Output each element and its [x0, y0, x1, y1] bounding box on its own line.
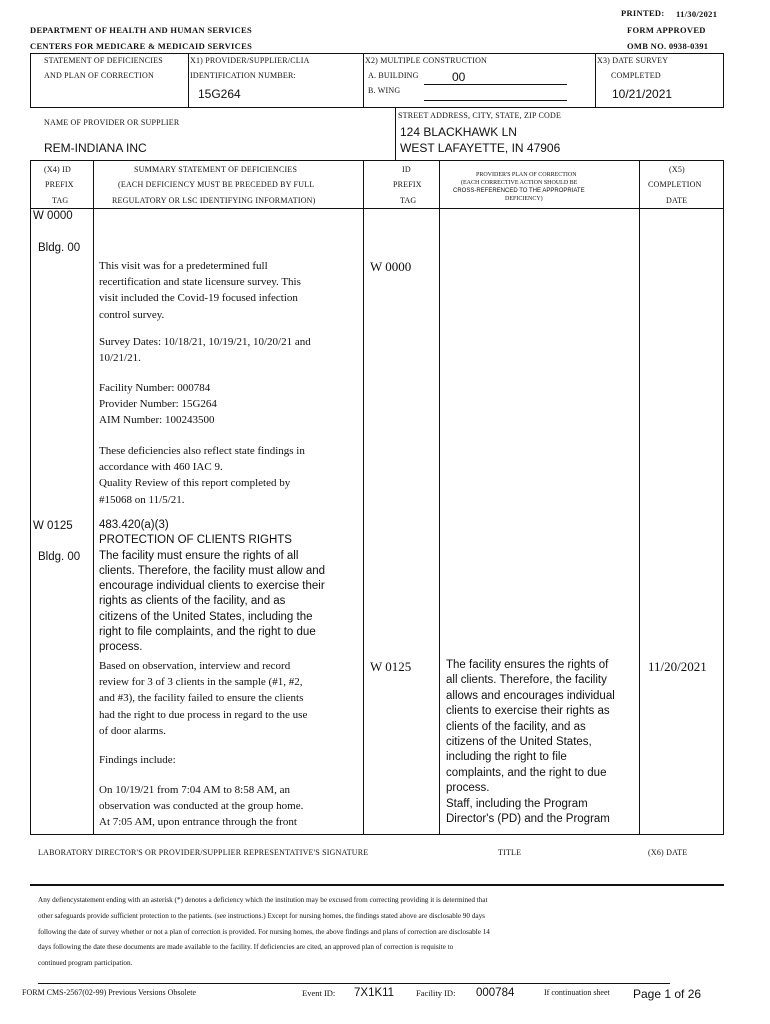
statement-label: STATEMENT OF DEFICIENCIES [44, 56, 163, 65]
form-label: FORM CMS-2567(02-99) Previous Versions Obsolete [22, 988, 197, 997]
text-line: clients of the facility, and as [446, 720, 586, 733]
regulation-paragraph [99, 518, 325, 656]
text-line: PROTECTION OF CLIENTS RIGHTS [99, 534, 292, 547]
text-line: Director's (PD) and the Program [446, 813, 610, 826]
rule [439, 160, 440, 835]
tag-w0000: W 0000 [33, 210, 73, 222]
text-line: #15068 on 11/5/21. [99, 493, 185, 506]
survey-intro-paragraph [99, 258, 301, 323]
rule [30, 160, 724, 161]
tag-w0125: W 0125 [33, 520, 73, 532]
plan-of-correction-text [446, 658, 615, 827]
signature-label: LABORATORY DIRECTOR'S OR PROVIDER/SUPPLIER REPRESENTATIVE'S SIGNATURE [38, 848, 369, 857]
text-line: The facility must ensure the rights of all [99, 549, 299, 562]
text-line: This visit was for a predetermined full [99, 260, 268, 272]
state-findings-paragraph [99, 443, 305, 508]
provider-id-label-2: IDENTIFICATION NUMBER: [190, 71, 296, 80]
text-line: rights as clients of the facility, and as [99, 595, 286, 608]
address-label: STREET ADDRESS, CITY, STATE, ZIP CODE [398, 111, 562, 120]
rule [93, 160, 94, 835]
date-survey-value: 10/21/2021 [612, 87, 673, 101]
text-line: visit included the Covid-19 focused infection [99, 292, 298, 305]
x4-label-2: PREFIX [45, 180, 74, 189]
text-line: Staff, including the Program [446, 797, 588, 810]
x5-label: (X5) [669, 165, 685, 174]
text-line: The facility ensures the rights of [446, 659, 609, 671]
text-line: AIM Number: 100243500 [99, 414, 215, 427]
date-survey-label-2: COMPLETED [611, 71, 661, 80]
text-line: right to file complaints, and the right to due [99, 626, 316, 639]
building-underline [424, 84, 567, 85]
rule [639, 160, 640, 835]
rule [38, 983, 670, 984]
bldg-label: Bldg. 00 [38, 551, 81, 563]
text-line: had the right to due process in regard to the use [99, 708, 308, 721]
rule [723, 53, 724, 108]
completion-date: 11/20/2021 [648, 659, 707, 674]
date-survey-label: X3) DATE SURVEY [597, 56, 669, 65]
rule [30, 834, 724, 835]
rule [30, 53, 31, 108]
rule [30, 160, 31, 835]
text-line: citizens of the United States, [446, 736, 592, 749]
text-line: complaints, and the right to due [446, 766, 607, 779]
text-line: process. [446, 782, 490, 795]
text-line: On 10/19/21 from 7:04 AM to 8:58 AM, an [99, 784, 290, 796]
rule [30, 53, 724, 54]
provider-id-label: X1) PROVIDER/SUPPLIER/CLIA [190, 56, 310, 65]
text-line: and #3), the facility failed to ensure the clients [99, 692, 304, 705]
form-approved: FORM APPROVED [627, 25, 706, 35]
provider-id-value: 15G264 [198, 87, 241, 101]
id-label: ID [402, 165, 411, 174]
text-line: Based on observation, interview and record [99, 660, 291, 672]
text-line: 483.420(a)(3) [99, 519, 169, 531]
text-line: following the date of survey whether or not a plan of correction is provided. For nursing homes, the above findings and plans of correction are disclosable 14 [38, 927, 490, 936]
bldg-label: Bldg. 00 [38, 242, 81, 254]
building-value: 00 [452, 70, 466, 84]
plan-label-4: DEFICIENCY) [505, 196, 543, 202]
title-label: TITLE [498, 848, 522, 857]
text-line: recertification and state licensure survey. This [99, 276, 301, 289]
rule [595, 53, 596, 108]
text-line: including the right to file [446, 751, 567, 764]
date-label: (X6) DATE [648, 848, 688, 857]
text-line: observation was conducted at the group home. [99, 800, 304, 813]
id-tag-w0000: W 0000 [370, 259, 412, 274]
rule [30, 884, 724, 886]
text-line: clients to exercise their rights as [446, 705, 610, 718]
text-line: Findings include: [99, 754, 176, 766]
text-line: encourage individual clients to exercise their [99, 580, 325, 593]
statement-label-2: AND PLAN OF CORRECTION [44, 71, 154, 80]
text-line: 10/21/21. [99, 352, 141, 365]
rule [363, 160, 364, 835]
text-line: process. [99, 641, 143, 654]
id-tag-w0125: W 0125 [370, 659, 412, 674]
wing-underline [424, 100, 567, 101]
disclaimer-text [38, 893, 490, 972]
printed-label: PRINTED: [621, 8, 665, 18]
id-label-2: PREFIX [393, 180, 422, 189]
survey-dates-paragraph [99, 334, 311, 366]
page-number: Page 1 of 26 [633, 987, 702, 1001]
address-line-2: WEST LAFAYETTE, IN 47906 [400, 141, 561, 155]
rule [30, 208, 724, 209]
rule [188, 53, 189, 108]
building-label: A. BUILDING [368, 71, 419, 80]
findings-include [99, 752, 176, 768]
text-line: Survey Dates: 10/18/21, 10/19/21, 10/20/21 and [99, 336, 311, 348]
text-line: control survey. [99, 308, 165, 321]
omb-number: OMB NO. 0938-0391 [627, 41, 709, 51]
text-line: days following the date these documents are made available to the facility. If deficiencies are cited, an approved plan of correction is requisite to [38, 943, 454, 952]
observation-paragraph [99, 782, 303, 831]
id-label-3: TAG [400, 196, 417, 205]
summary-label-2: (EACH DEFICIENCY MUST BE PRECEDED BY FULL [118, 180, 315, 189]
text-line: review for 3 of 3 clients in the sample (#1, #2, [99, 676, 303, 689]
plan-label-3: CROSS-REFERENCED TO THE APPROPRIATE [453, 188, 585, 194]
centers-name: CENTERS FOR MEDICARE & MEDICAID SERVICES [30, 41, 253, 51]
text-line: of door alarms. [99, 724, 166, 737]
plan-label-2: (EACH CORRECTIVE ACTION SHOULD BE [461, 180, 578, 186]
event-id-value: 7X1K11 [354, 987, 395, 999]
x5-label-2: COMPLETION [648, 180, 702, 189]
provider-name-value: REM-INDIANA INC [44, 141, 147, 155]
rule [363, 53, 364, 108]
plan-label: PROVIDER'S PLAN OF CORRECTION [476, 172, 577, 178]
text-line: continued program participation. [38, 959, 133, 968]
text-line: clients. Therefore, the facility must allow and [99, 564, 326, 577]
facility-id-value: 000784 [476, 987, 515, 999]
text-line: other safeguards provide sufficient protection to the patients. (see instructions.) Except for nursing homes, the findings stated above are disclosable 90 days [38, 911, 485, 920]
rule [30, 107, 724, 108]
rule [395, 108, 396, 160]
event-id-label: Event ID: [302, 988, 336, 998]
text-line: citizens of the United States, including the [99, 610, 313, 623]
department-name: DEPARTMENT OF HEALTH AND HUMAN SERVICES [30, 25, 252, 35]
printed-date: 11/30/2021 [676, 9, 718, 19]
text-line: Any defiencystatement ending with an asterisk (*) denotes a deficiency which the institution may be excused from correcting providing it is determined that [38, 896, 488, 904]
x4-label-3: TAG [52, 196, 69, 205]
multiple-construction-label: X2) MULTIPLE CONSTRUCTION [365, 56, 488, 65]
text-line: accordance with 460 IAC 9. [99, 461, 223, 474]
rule [723, 160, 724, 835]
text-line: allows and encourages individual [446, 689, 615, 702]
wing-label: B. WING [368, 86, 401, 95]
continuation-label: If continuation sheet [544, 988, 610, 997]
provider-name-label: NAME OF PROVIDER OR SUPPLIER [44, 118, 180, 127]
facility-id-label: Facility ID: [416, 988, 456, 998]
text-line: Provider Number: 15G264 [99, 398, 217, 411]
x4-label: (X4) ID [44, 165, 71, 174]
address-line-1: 124 BLACKHAWK LN [400, 125, 517, 139]
text-line: Facility Number: 000784 [99, 382, 211, 394]
finding-summary-paragraph [99, 658, 307, 739]
facility-numbers-paragraph [99, 380, 217, 429]
text-line: Quality Review of this report completed by [99, 477, 291, 490]
summary-label: SUMMARY STATEMENT OF DEFICIENCIES [134, 165, 298, 174]
text-line: all clients. Therefore, the facility [446, 674, 607, 687]
text-line: These deficiencies also reflect state findings in [99, 445, 305, 457]
x5-label-3: DATE [666, 196, 688, 205]
summary-label-3: REGULATORY OR LSC IDENTIFYING INFORMATION) [112, 196, 316, 205]
text-line: At 7:05 AM, upon entrance through the front [99, 816, 297, 829]
